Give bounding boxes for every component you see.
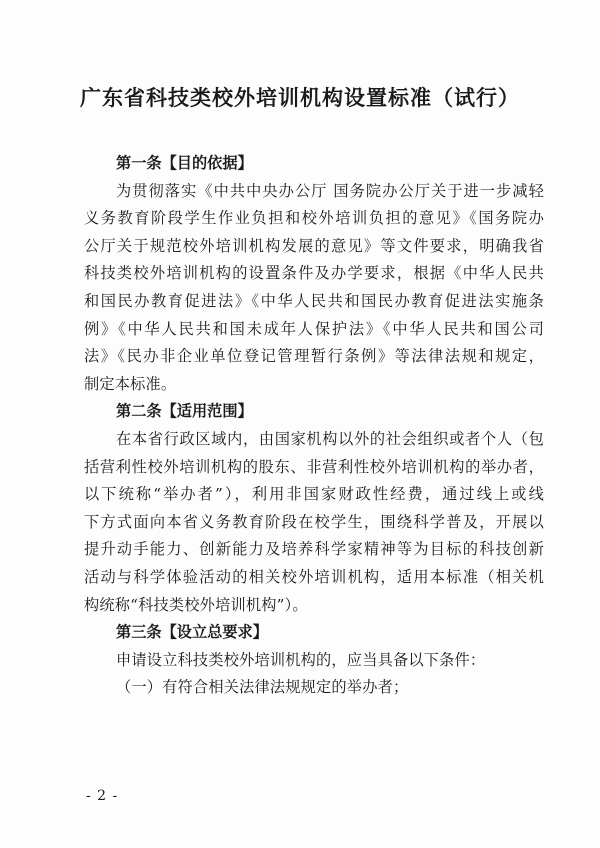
- article-2-line: 构统称“科技类校外培训机构”）。: [84, 595, 308, 614]
- article-1-line: 和国民办教育促进法》《中华人民共和国民办教育促进法实施条: [84, 291, 544, 310]
- article-2-line: 以下统称“举办者”），利用非国家财政性经费，通过线上或线: [84, 485, 544, 504]
- article-1-line: 为贯彻落实《中共中央办公厅 国务院办公厅关于进一步减轻: [116, 181, 544, 200]
- article-1-line: 制定本标准。: [84, 374, 177, 393]
- article-3-line: 申请设立科技类校外培训机构的，应当具备以下条件：: [116, 650, 486, 669]
- article-2-line: 活动与科学体验活动的相关校外培训机构，适用本标准（相关机: [84, 567, 544, 586]
- article-2-heading: 第二条【适用范围】: [116, 402, 253, 421]
- article-3-heading: 第三条【设立总要求】: [116, 623, 268, 642]
- article-1-heading: 第一条【目的依据】: [116, 154, 253, 172]
- page-number: - 2 -: [86, 788, 119, 804]
- article-2-line: 在本省行政区域内，由国家机构以外的社会组织或者个人（包: [116, 429, 544, 448]
- article-1-line: 例》《中华人民共和国未成年人保护法》《中华人民共和国公司: [84, 319, 544, 338]
- article-3-line: （一）有符合相关法律法规规定的举办者；: [116, 678, 409, 697]
- article-2-line: 下方式面向本省义务教育阶段在校学生，围绕科学普及，开展以: [84, 512, 544, 531]
- article-2-line: 括营利性校外培训机构的股东、非营利性校外培训机构的举办者，: [84, 457, 544, 476]
- document-title: 广东省科技类校外培训机构设置标准（试行）: [80, 86, 520, 110]
- article-1-line: 义务教育阶段学生作业负担和校外培训负担的意见》《国务院办: [84, 209, 544, 228]
- article-1-line: 法》《民办非企业单位登记管理暂行条例》等法律法规和规定，: [84, 347, 544, 366]
- article-2-line: 提升动手能力、创新能力及培养科学家精神等为目标的科技创新: [84, 540, 544, 559]
- document-body: [84, 150, 544, 702]
- article-1-line: 科技类校外培训机构的设置条件及办学要求，根据《中华人民共: [84, 264, 544, 283]
- article-1-line: 公厅关于规范校外培训机构发展的意见》等文件要求，明确我省: [84, 236, 544, 255]
